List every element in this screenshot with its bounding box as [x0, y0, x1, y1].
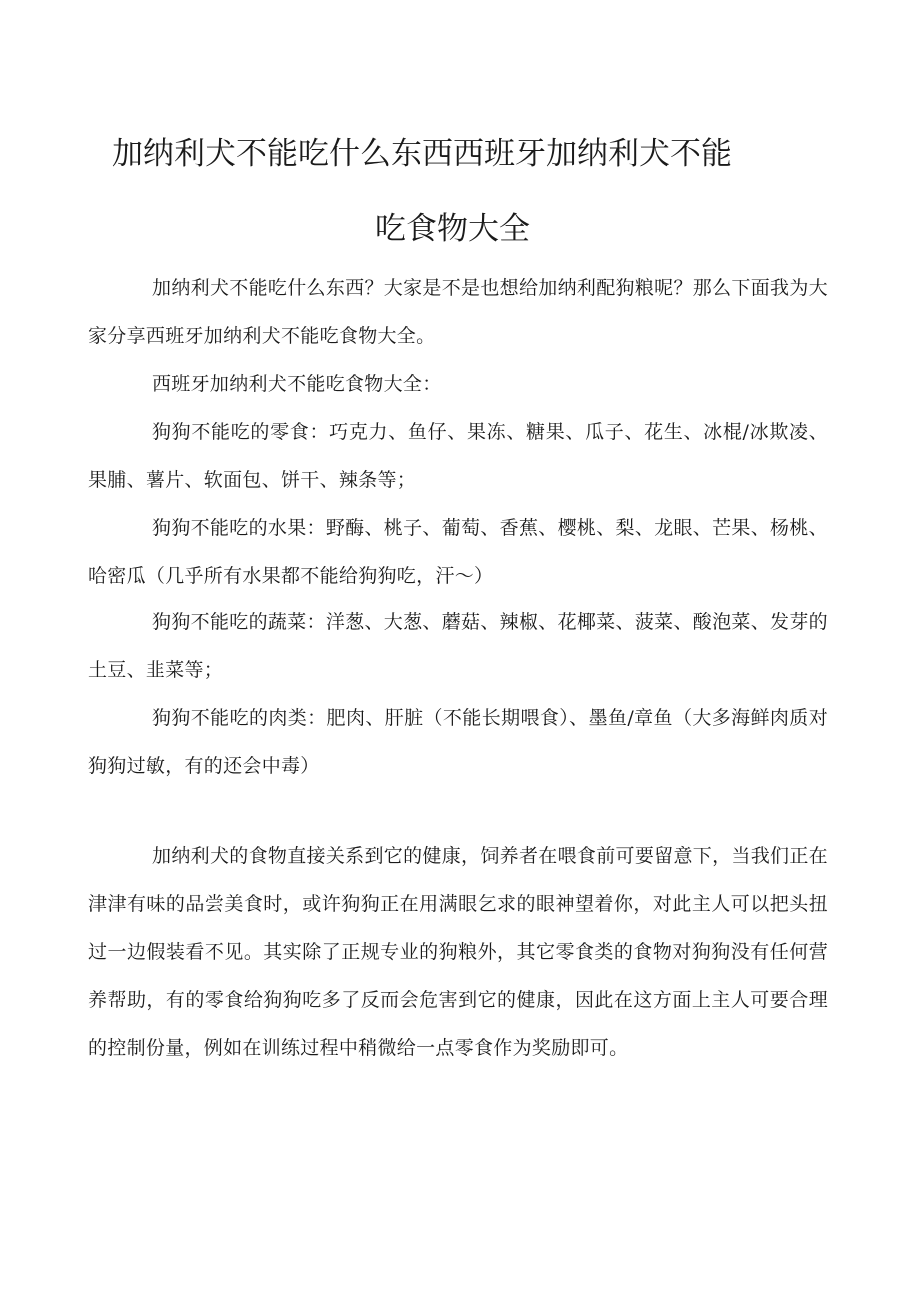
- snacks-paragraph: 狗狗不能吃的零食：巧克力、鱼仔、果冻、糖果、瓜子、花生、冰棍/冰欺凌、果脯、薯片、软面包、饼干、辣条等；: [88, 421, 828, 491]
- conclusion-paragraph: 加纳利犬的食物直接关系到它的健康，饲养者在喂食前可要留意下，当我们正在津津有味的品尝美食时，或许狗狗正在用满眼乞求的眼神望着你，对此主人可以把头扭过一边假装看不见。其实除了正规专业的狗粮外，其它零食类的食物对狗狗没有任何营养帮助，有的零食给狗狗吃多了反而会危害到它的健康，因此在这方面上主人可要合理的控制份量，例如在训练过程中稍微给一点零食作为奖励即可。: [88, 845, 828, 1059]
- meats-paragraph: 狗狗不能吃的肉类：肥肉、肝脏（不能长期喂食）、墨鱼/章鱼（大多海鲜肉质对狗狗过敏，有的还会中毒）: [88, 707, 828, 777]
- document-title-line-2: 吃食物大全: [375, 211, 530, 247]
- document-title-line-1: 加纳利犬不能吃什么东西西班牙加纳利犬不能: [112, 136, 732, 172]
- intro-paragraph: 加纳利犬不能吃什么东西？大家是不是也想给加纳利配狗粮呢？那么下面我为大家分享西班牙加纳利犬不能吃食物大全。: [88, 277, 828, 347]
- section-heading-paragraph: 西班牙加纳利犬不能吃食物大全：: [152, 373, 442, 395]
- fruits-paragraph: 狗狗不能吃的水果：野酶、桃子、葡萄、香蕉、樱桃、梨、龙眼、芒果、杨桃、哈密瓜（几乎所有水果都不能给狗狗吃，汗～）: [88, 517, 828, 587]
- vegetables-paragraph: 狗狗不能吃的蔬菜：洋葱、大葱、蘑菇、辣椒、花椰菜、菠菜、酸泡菜、发芽的土豆、韭菜等；: [88, 611, 828, 681]
